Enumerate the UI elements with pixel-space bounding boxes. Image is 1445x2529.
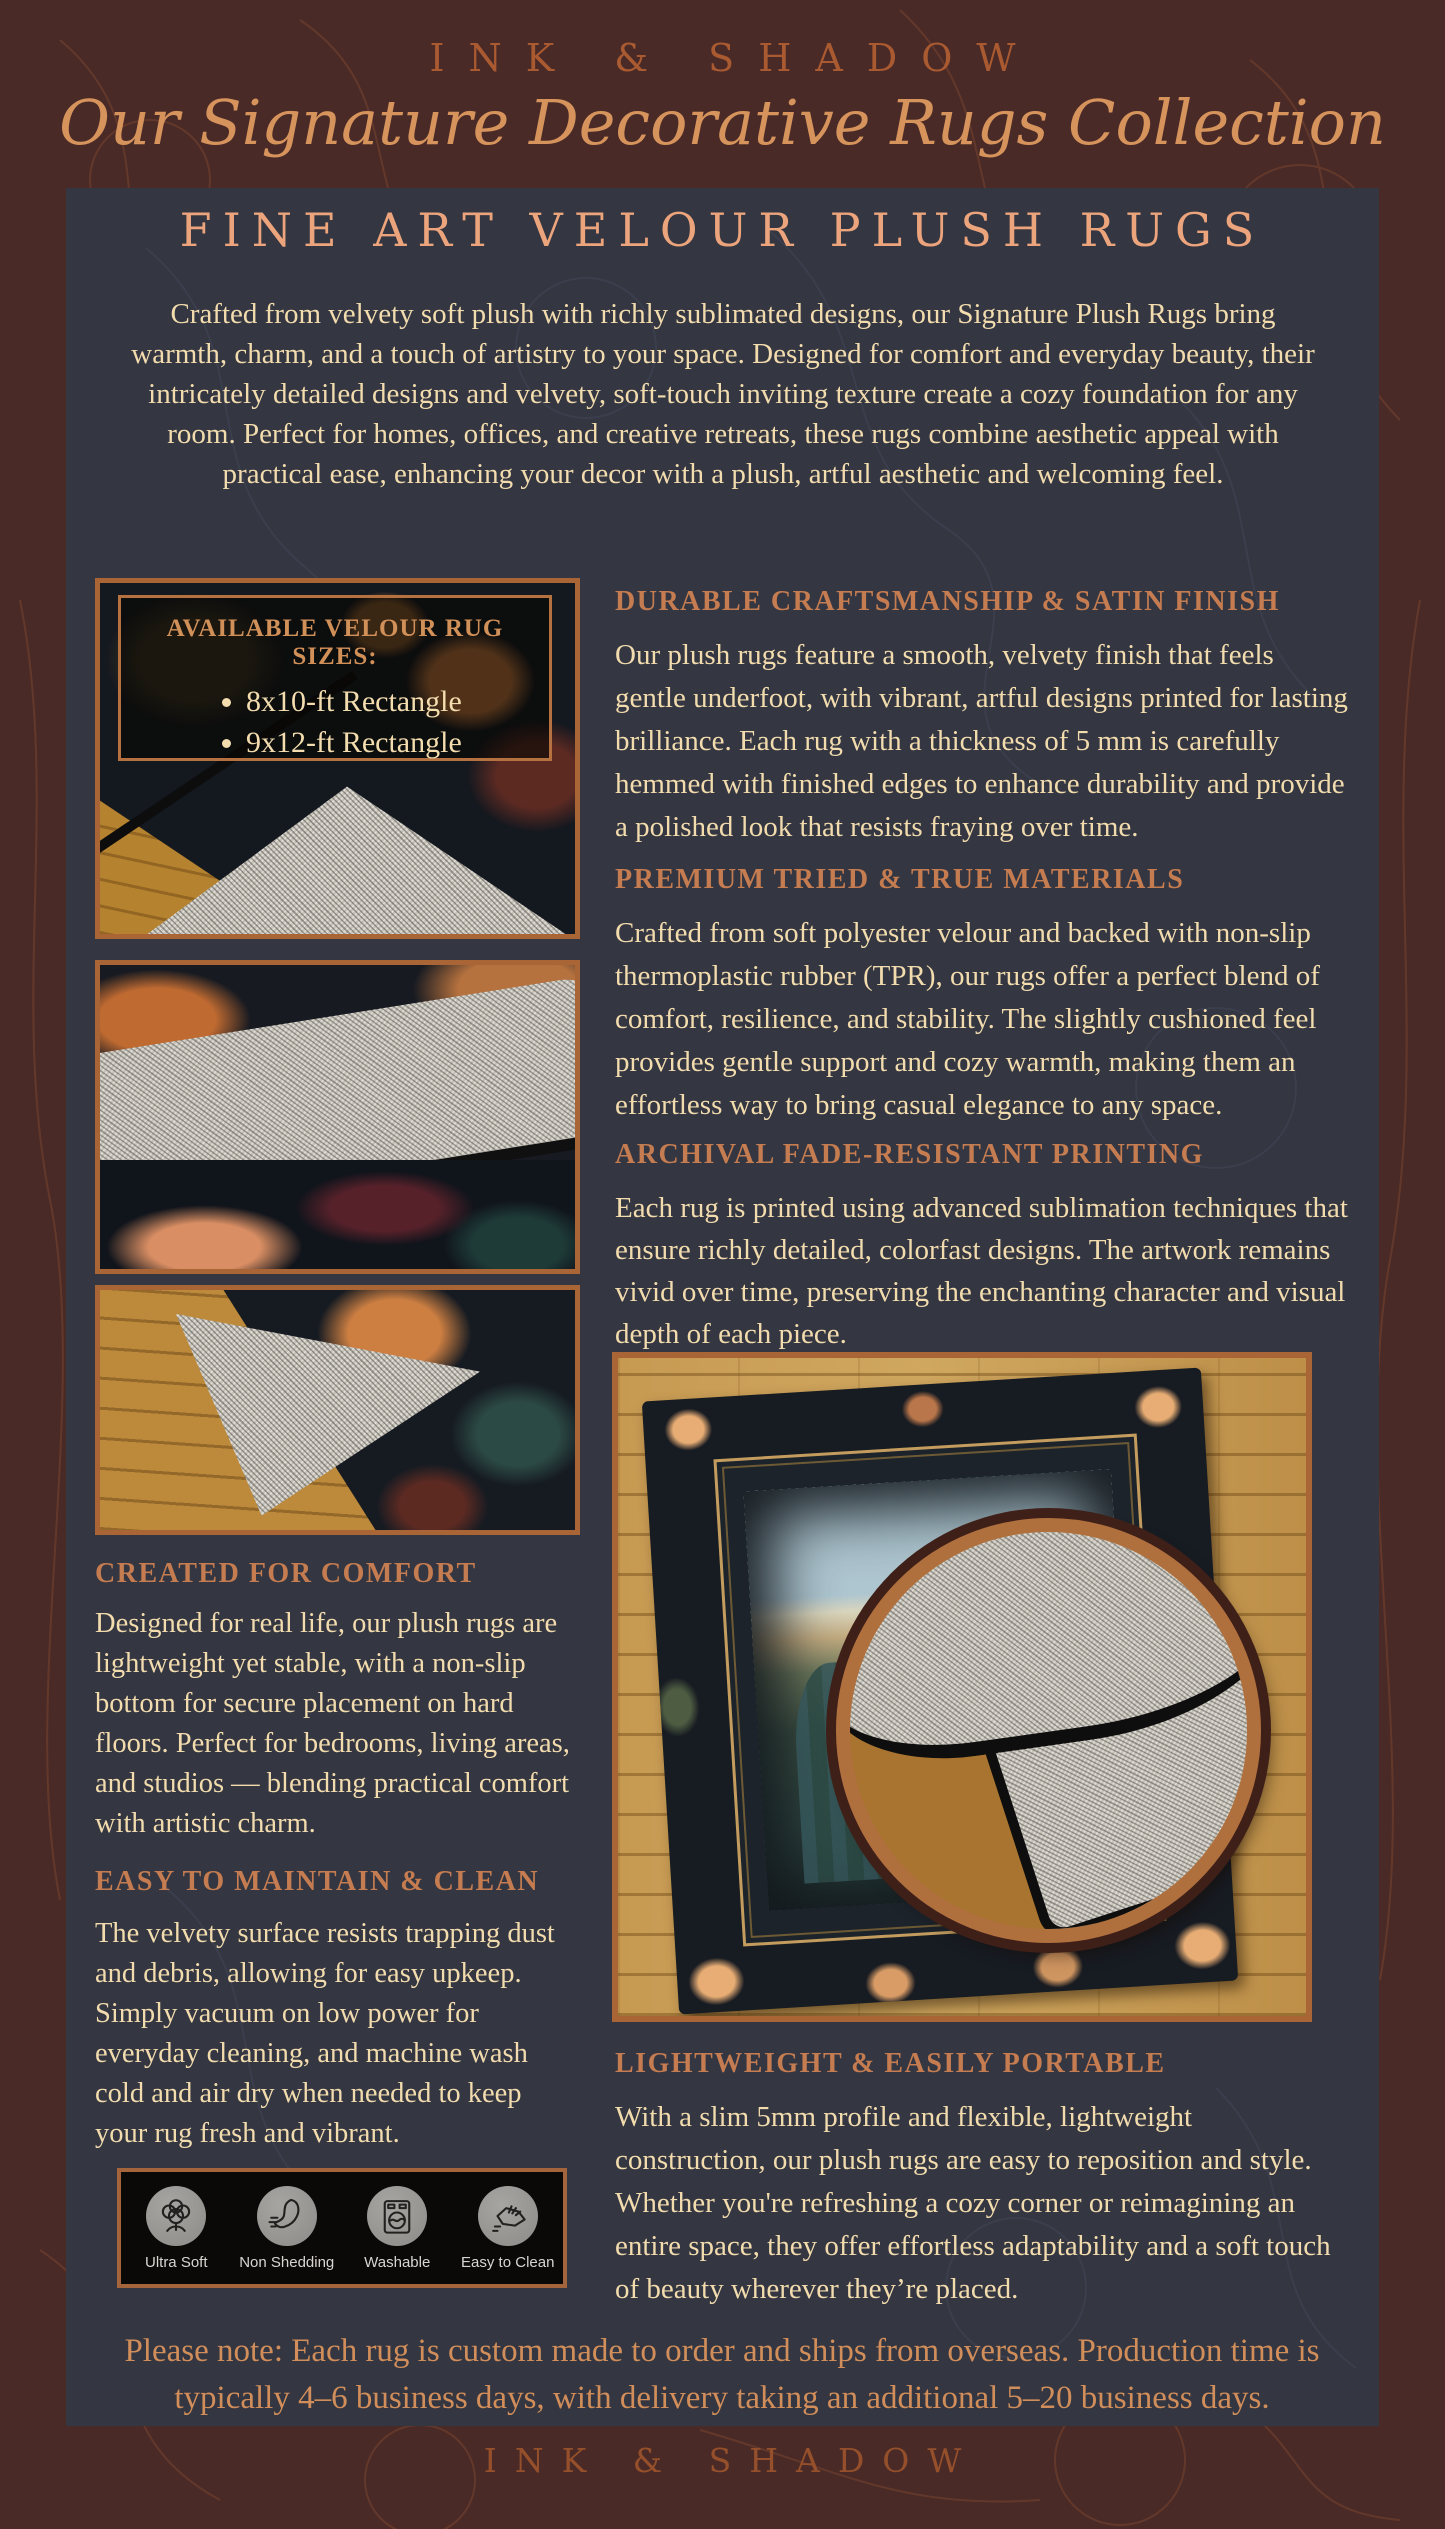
feature-label: Non Shedding xyxy=(239,2253,335,2271)
feature-washable xyxy=(342,2186,453,2271)
foot-icon xyxy=(257,2186,317,2246)
section-heading-materials: PREMIUM TRIED & TRUE MATERIALS xyxy=(615,864,1185,895)
section-body-durable: Our plush rugs feature a smooth, velvety finish that feels gentle underfoot, with vibrant, artful designs printed for lasting brilliance. Each rug with a thickness of 5 mm is carefully hemmed with finished edges to enhance durability and provide a polished look that resists fraying over time. xyxy=(615,639,1348,843)
brand-name-header: INK & SHADOW xyxy=(429,36,1040,80)
section-body-materials: Crafted from soft polyester velour and backed with non-slip thermoplastic rubber (TPR), our rugs offer a perfect blend of comfort, resilience, and stability. The slightly cushioned feel provides gentle support and cozy warmth, making them an effortless way to bring casual elegance to any space. xyxy=(615,917,1320,1121)
washing-machine-icon xyxy=(367,2186,427,2246)
section-body-lightweight: With a slim 5mm profile and flexible, lightweight construction, our plush rugs are easy to reposition and style. Whether you're refreshing a cozy corner or reimagining an entire space, they offer effortless adaptability and a soft touch of beauty wherever they’re placed. xyxy=(615,2101,1331,2305)
wipe-clean-icon xyxy=(478,2186,538,2246)
intro-paragraph: Crafted from velvety soft plush with richly sublimated designs, our Signature Plush Rugs bring warmth, charm, and a touch of artistry to your space. Designed for comfort and everyday beauty, their intricately detailed designs and velvety, soft-touch inviting texture create a cozy foundation for any room. Perfect for homes, offices, and creative retreats, these rugs combine aesthetic appeal with practical ease, enhancing your decor with a plush, artful aesthetic and welcoming feel. xyxy=(131,298,1315,490)
section-body-maintain: The velvety surface resists trapping dust and debris, allowing for easy upkeep. Simply vacuum on low power for everyday cleaning, and machine wash cold and air dry when needed to keep your rug fresh and vibrant. xyxy=(95,1918,555,2149)
page-title: FINE ART VELOUR PLUSH RUGS xyxy=(179,203,1266,257)
product-photo-rug-closeup xyxy=(95,578,580,939)
collection-tagline: Our Signature Decorative Rugs Collection xyxy=(59,86,1386,159)
section-heading-lightweight: LIGHTWEIGHT & EASILY PORTABLE xyxy=(615,2048,1166,2079)
cotton-icon xyxy=(146,2186,206,2246)
rug-velvet-image xyxy=(100,1160,575,1274)
size-item: • 8x10-ft Rectangle xyxy=(246,681,549,722)
feature-easy-clean xyxy=(453,2186,564,2271)
feature-non-shedding xyxy=(232,2186,343,2271)
brand-name-footer: INK & SHADOW xyxy=(483,2441,980,2480)
feature-icons-box xyxy=(117,2168,567,2288)
section-heading-durable: DURABLE CRAFTSMANSHIP & SATIN FINISH xyxy=(615,586,1280,617)
feature-label: Easy to Clean xyxy=(461,2253,555,2271)
sizes-box xyxy=(118,595,552,761)
sizes-heading: AVAILABLE VELOUR RUG SIZES: xyxy=(166,615,504,670)
product-photo-room xyxy=(612,1352,1312,2022)
backing-detail-inset xyxy=(836,1518,1261,1943)
product-photo-corner-fold xyxy=(95,1285,580,1535)
sizes-list xyxy=(121,681,549,763)
feature-label: Ultra Soft xyxy=(144,2253,208,2271)
section-heading-maintain: EASY TO MAINTAIN & CLEAN xyxy=(95,1866,540,1897)
feature-label: Washable xyxy=(364,2253,431,2271)
section-heading-comfort: CREATED FOR COMFORT xyxy=(95,1558,477,1589)
section-body-archival: Each rug is printed using advanced sublimation techniques that ensure richly detailed, colorfast designs. The artwork remains vivid over time, preserving the enchanting character and visual depth of each piece. xyxy=(615,1192,1348,1350)
shipping-note: Please note: Each rug is custom made to order and ships from overseas. Production time is typically 4–6 business days, with delivery taking an additional 5–20 business days. xyxy=(124,2333,1320,2416)
section-heading-archival: ARCHIVAL FADE-RESISTANT PRINTING xyxy=(615,1139,1204,1170)
feature-ultra-soft xyxy=(121,2186,232,2271)
product-photo-folded-edge xyxy=(95,960,580,1274)
section-body-comfort: Designed for real life, our plush rugs are lightweight yet stable, with a non-slip bottom for secure placement on hard floors. Perfect for bedrooms, living areas, and studios — blending practical comfort with artistic charm. xyxy=(95,1608,570,1839)
size-item: • 9x12-ft Rectangle xyxy=(246,722,549,763)
